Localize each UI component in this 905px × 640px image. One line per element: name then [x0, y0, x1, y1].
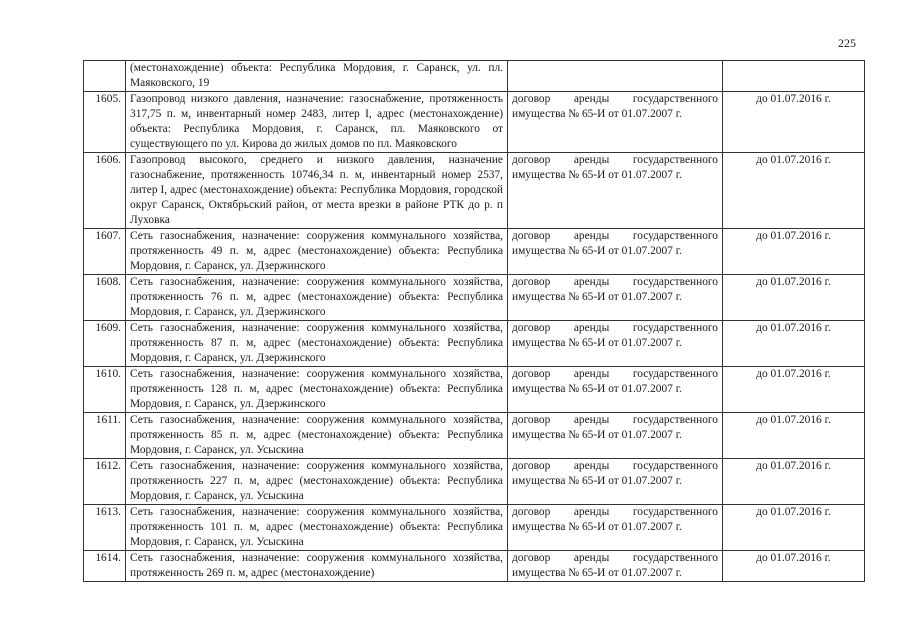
legal-basis: договор аренды государственного имущества № 65-И от 01.07.2007 г. — [508, 459, 723, 505]
term: до 01.07.2016 г. — [723, 367, 865, 413]
object-description: Сеть газоснабжения, назначение: сооружения коммунального хозяйства, протяженность 128 п. м, адрес (местонахождение) объекта: Республика Мордовия, г. Саранск, ул. Дзержинского — [126, 367, 508, 413]
row-number: 1613. — [84, 505, 126, 551]
table-row — [84, 321, 865, 367]
legal-basis: договор аренды государственного имущества № 65-И от 01.07.2007 г. — [508, 505, 723, 551]
row-number: 1609. — [84, 321, 126, 367]
table-row — [84, 459, 865, 505]
term: до 01.07.2016 г. — [723, 229, 865, 275]
legal-basis: договор аренды государственного имущества № 65-И от 01.07.2007 г. — [508, 321, 723, 367]
term: до 01.07.2016 г. — [723, 459, 865, 505]
row-number: 1612. — [84, 459, 126, 505]
page-number: 225 — [838, 36, 856, 50]
legal-basis: договор аренды государственного имущества № 65-И от 01.07.2007 г. — [508, 92, 723, 153]
row-number: 1606. — [84, 153, 126, 229]
term: до 01.07.2016 г. — [723, 505, 865, 551]
row-number: 1607. — [84, 229, 126, 275]
table-row — [84, 551, 865, 582]
legal-basis: договор аренды государственного имущества № 65-И от 01.07.2007 г. — [508, 153, 723, 229]
term: до 01.07.2016 г. — [723, 551, 865, 582]
term — [723, 61, 865, 92]
row-number: 1614. — [84, 551, 126, 582]
table-row — [84, 153, 865, 229]
legal-basis: договор аренды государственного имущества № 65-И от 01.07.2007 г. — [508, 229, 723, 275]
object-description: Сеть газоснабжения, назначение: сооружения коммунального хозяйства, протяженность 49 п. м, адрес (местонахождение) объекта: Республика Мордовия, г. Саранск, ул. Дзержинского — [126, 229, 508, 275]
object-description: Газопровод низкого давления, назначение: газоснабжение, протяженность 317,75 п. м, инвентарный номер 2483, литер I, адрес (местонахождение) объекта: Республика Мордовия, г. Саранск, пл. Маяковского от существующего по ул. Кирова до жилых домов по пл. Маяковского — [126, 92, 508, 153]
table-row — [84, 275, 865, 321]
object-description: Сеть газоснабжения, назначение: сооружения коммунального хозяйства, протяженность 76 п. м, адрес (местонахождение) объекта: Республика Мордовия, г. Саранск, ул. Дзержинского — [126, 275, 508, 321]
property-registry-table — [83, 60, 865, 582]
object-description: Газопровод высокого, среднего и низкого давления, назначение газоснабжение, протяженность 10746,34 п. м, инвентарный номер 2537, литер I, адрес (местонахождение) объекта: Республика Мордовия, городской округ Саранск, Октябрьский район, от места врезки в районе РТК до р. п Луховка — [126, 153, 508, 229]
term: до 01.07.2016 г. — [723, 321, 865, 367]
table-row — [84, 92, 865, 153]
row-number: 1608. — [84, 275, 126, 321]
object-description: Сеть газоснабжения, назначение: сооружения коммунального хозяйства, протяженность 101 п. м, адрес (местонахождение) объекта: Республика Мордовия, г. Саранск, ул. Усыскина — [126, 505, 508, 551]
term: до 01.07.2016 г. — [723, 153, 865, 229]
object-description: Сеть газоснабжения, назначение: сооружения коммунального хозяйства, протяженность 227 п. м, адрес (местонахождение) объекта: Республика Мордовия, г. Саранск, ул. Усыскина — [126, 459, 508, 505]
row-number: 1610. — [84, 367, 126, 413]
table-row — [84, 229, 865, 275]
table-row — [84, 413, 865, 459]
term: до 01.07.2016 г. — [723, 275, 865, 321]
table-row — [84, 61, 865, 92]
row-number: 1611. — [84, 413, 126, 459]
table-row — [84, 367, 865, 413]
object-description: Сеть газоснабжения, назначение: сооружения коммунального хозяйства, протяженность 85 п. м, адрес (местонахождение) объекта: Республика Мордовия, г. Саранск, ул. Усыскина — [126, 413, 508, 459]
row-number: 1605. — [84, 92, 126, 153]
legal-basis: договор аренды государственного имущества № 65-И от 01.07.2007 г. — [508, 551, 723, 582]
term: до 01.07.2016 г. — [723, 92, 865, 153]
legal-basis — [508, 61, 723, 92]
row-number — [84, 61, 126, 92]
object-description: Сеть газоснабжения, назначение: сооружения коммунального хозяйства, протяженность 269 п. м, адрес (местонахождение) — [126, 551, 508, 582]
legal-basis: договор аренды государственного имущества № 65-И от 01.07.2007 г. — [508, 413, 723, 459]
object-description: (местонахождение) объекта: Республика Мордовия, г. Саранск, ул. пл. Маяковского, 19 — [126, 61, 508, 92]
object-description: Сеть газоснабжения, назначение: сооружения коммунального хозяйства, протяженность 87 п. м, адрес (местонахождение) объекта: Республика Мордовия, г. Саранск, ул. Дзержинского — [126, 321, 508, 367]
legal-basis: договор аренды государственного имущества № 65-И от 01.07.2007 г. — [508, 367, 723, 413]
term: до 01.07.2016 г. — [723, 413, 865, 459]
table-row — [84, 505, 865, 551]
legal-basis: договор аренды государственного имущества № 65-И от 01.07.2007 г. — [508, 275, 723, 321]
